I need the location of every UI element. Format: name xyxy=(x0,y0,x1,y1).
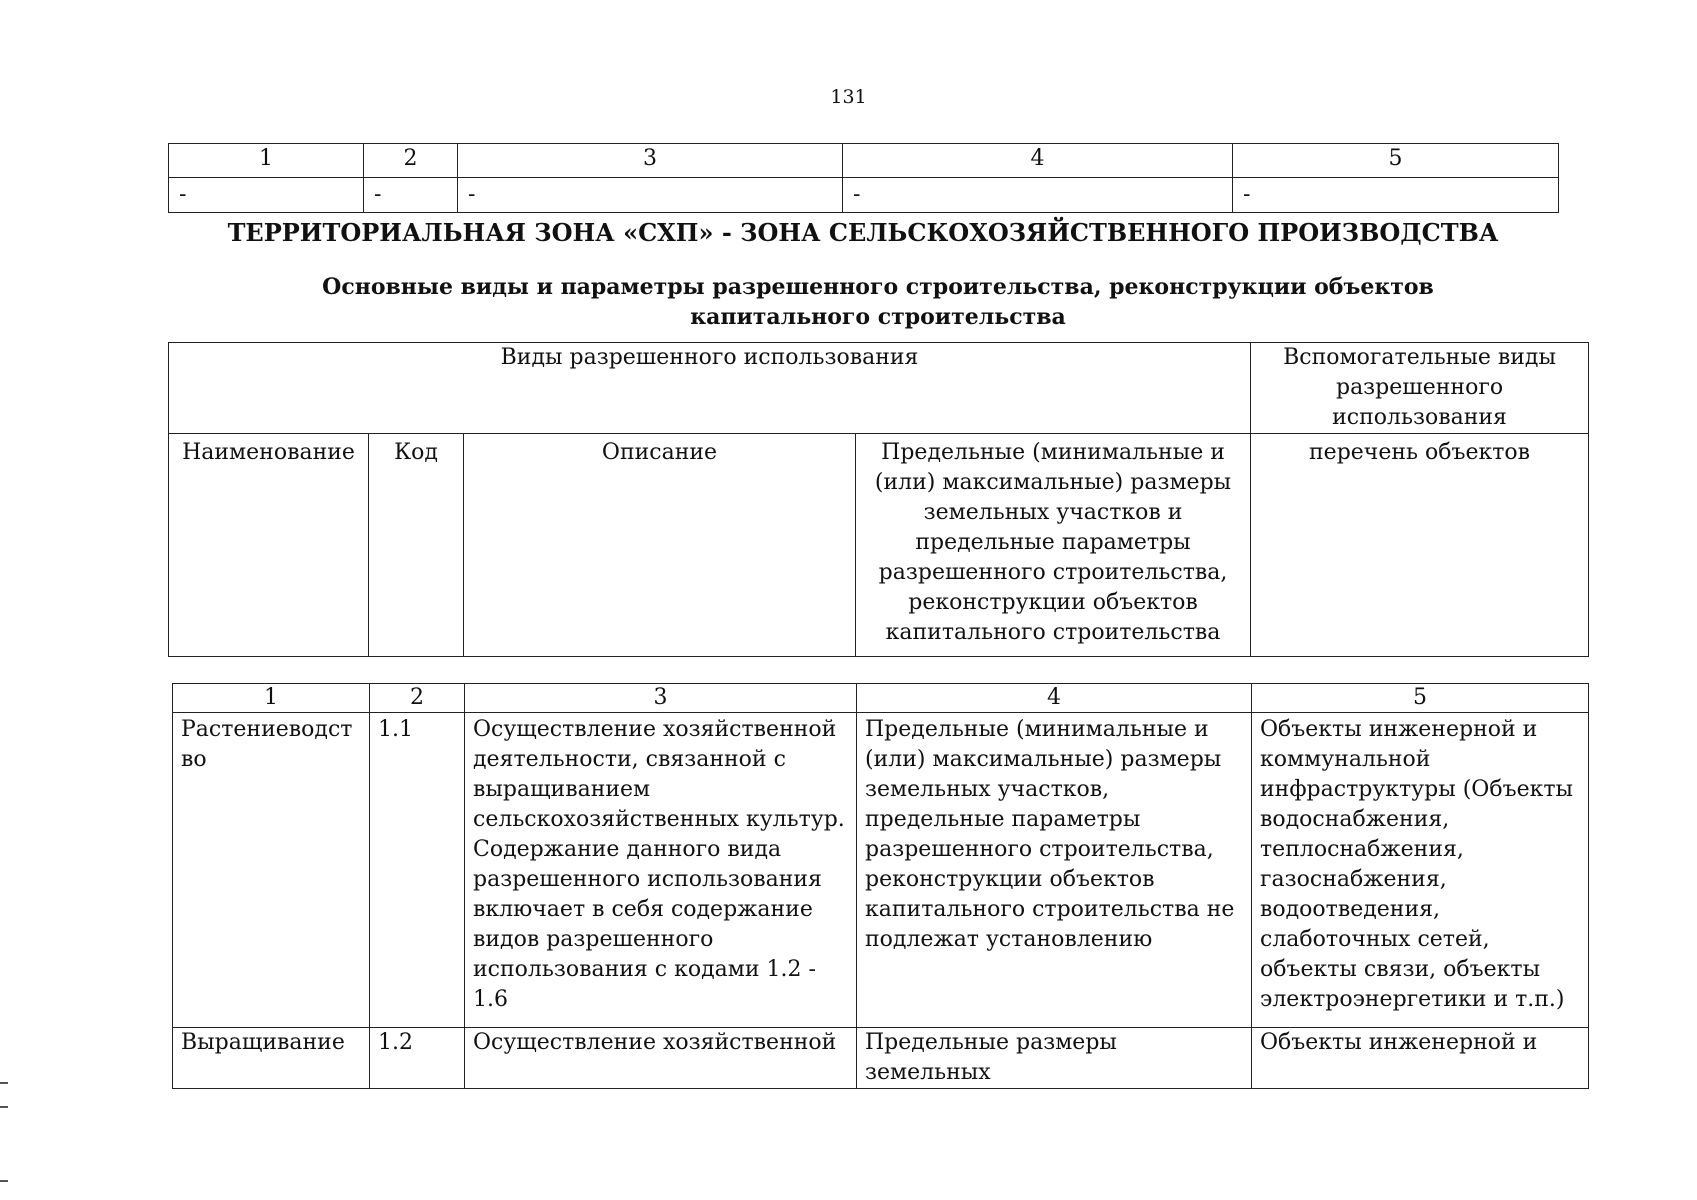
column-number: 3 xyxy=(458,144,843,178)
table-row xyxy=(169,343,1589,434)
table-row xyxy=(169,178,1559,213)
column-number: 3 xyxy=(465,684,857,713)
table-cell: - xyxy=(843,178,1233,213)
group-header-main: Виды разрешенного использования xyxy=(169,343,1251,434)
column-number: 4 xyxy=(843,144,1233,178)
table-row xyxy=(169,144,1559,178)
table-cell: - xyxy=(458,178,843,213)
cell-objects: Объекты инженерной и коммунальной инфраструктуры (Объекты водоснабжения, теплоснабжения, газоснабжения, водоотведения, слаботочных сетей, объекты связи, объекты электроэнергетики и т.п.) xyxy=(1252,713,1589,1028)
column-number: 5 xyxy=(1233,144,1559,178)
cell-name: Растениеводство xyxy=(173,713,370,1028)
table-cell: - xyxy=(364,178,458,213)
data-table xyxy=(172,683,1589,1089)
continuation-table xyxy=(168,143,1559,213)
table-row xyxy=(173,1028,1589,1089)
table-cell: - xyxy=(1233,178,1559,213)
page-number: 131 xyxy=(830,86,867,108)
cell-limits: Предельные (минимальные и (или) максимальные) размеры земельных участков, предельные параметры разрешенного строительства, реконструкции объектов капитального строительства не подлежат установлению xyxy=(857,713,1252,1028)
cell-name: Выращивание xyxy=(173,1028,370,1089)
cell-description: Осуществление хозяйственной xyxy=(465,1028,857,1089)
cell-code: 1.1 xyxy=(370,713,465,1028)
column-header-code: Код xyxy=(369,434,464,657)
column-number: 5 xyxy=(1252,684,1589,713)
header-table xyxy=(168,342,1589,657)
column-number: 2 xyxy=(370,684,465,713)
column-header-objects: перечень объектов xyxy=(1251,434,1589,657)
cell-description: Осуществление хозяйственной деятельности, связанной с выращиванием сельскохозяйственных культур. Содержание данного вида разрешенного использования включает в себя содержание видов разрешенного использования с кодами 1.2 - 1.6 xyxy=(465,713,857,1028)
column-number: 1 xyxy=(173,684,370,713)
table-row xyxy=(173,684,1589,713)
column-header-description: Описание xyxy=(464,434,856,657)
table-row xyxy=(169,434,1589,657)
column-number: 4 xyxy=(857,684,1252,713)
section-title: Основные виды и параметры разрешенного строительства, реконструкции объектов капитального строительства xyxy=(322,274,1434,330)
cell-objects: Объекты инженерной и xyxy=(1252,1028,1589,1089)
table-row xyxy=(173,713,1589,1028)
table-cell: - xyxy=(169,178,364,213)
column-header-limits: Предельные (минимальные и (или) максимальные) размеры земельных участков и предельные параметры разрешенного строительства, реконструкции объектов капитального строительства xyxy=(856,434,1251,657)
group-header-aux: Вспомогательные виды разрешенного использования xyxy=(1251,343,1589,434)
scan-edge-mark xyxy=(0,1082,8,1108)
column-header-name: Наименование xyxy=(169,434,369,657)
cell-code: 1.2 xyxy=(370,1028,465,1089)
cell-limits: Предельные размеры земельных xyxy=(857,1028,1252,1089)
column-number: 2 xyxy=(364,144,458,178)
scan-edge-mark xyxy=(0,1180,8,1182)
column-number: 1 xyxy=(169,144,364,178)
zone-title: ТЕРРИТОРИАЛЬНАЯ ЗОНА «СХП» - ЗОНА СЕЛЬСКОХОЗЯЙСТВЕННОГО ПРОИЗВОДСТВА xyxy=(227,218,1499,247)
